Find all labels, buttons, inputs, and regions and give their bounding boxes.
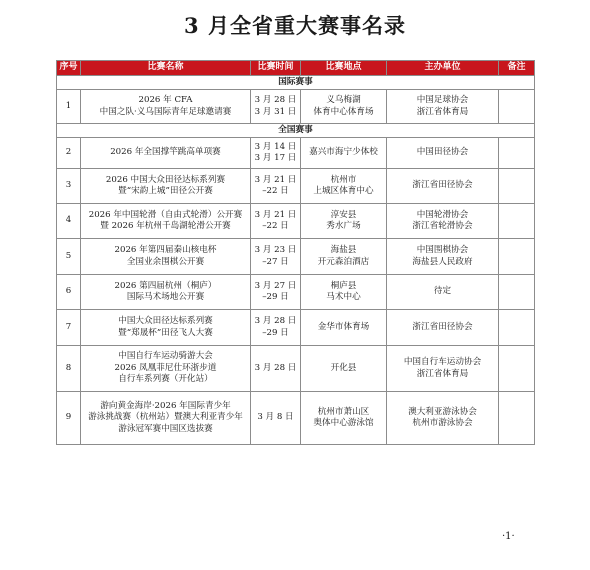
cell-host <box>387 204 499 239</box>
cell-no: 6 <box>57 275 81 310</box>
cell-name-line: 2026 年第四届秦山核电杯 <box>114 245 217 255</box>
cell-name-line: 中国大众田径达标系列赛 <box>118 316 213 326</box>
cell-host <box>387 138 499 169</box>
cell-name-line: 游泳冠军赛中国区选拔赛 <box>118 423 213 434</box>
cell-name-line: 2026 年全国撑竿跳高单项赛 <box>110 147 221 158</box>
cell-host-line: 澳大利亚游泳协会 <box>408 406 477 417</box>
cell-name <box>81 310 251 346</box>
cell-place-line: 金华市体育场 <box>317 321 370 332</box>
cell-host-line: 中国自行车运动协会 <box>403 357 482 367</box>
cell-place <box>301 392 387 445</box>
cell-place <box>301 204 387 239</box>
table-row <box>57 204 535 239</box>
cell-place-line: 体育中心体育场 <box>313 106 374 117</box>
cell-time-line: 3 月 21 日 <box>254 174 297 185</box>
cell-place-line: 海盐县 <box>330 245 357 255</box>
cell-host-line: 中国田径协会 <box>416 147 469 158</box>
cell-time-line: –22 日 <box>262 221 289 231</box>
cell-name <box>81 138 251 169</box>
cell-note <box>499 138 535 169</box>
cell-place-line: 马术中心 <box>326 292 361 302</box>
cell-host-line: 浙江省体育局 <box>416 368 469 379</box>
cell-name-line: 2026 年 CFA <box>138 95 193 105</box>
cell-time <box>251 346 301 392</box>
cell-place <box>301 275 387 310</box>
cell-name <box>81 392 251 445</box>
cell-host-line: 海盐县人民政府 <box>412 256 473 267</box>
cell-name <box>81 169 251 204</box>
cell-name <box>81 346 251 392</box>
cell-host <box>387 392 499 445</box>
cell-place <box>301 90 387 124</box>
cell-host <box>387 275 499 310</box>
table-row <box>57 169 535 204</box>
table-row <box>57 392 535 445</box>
cell-time-line: 3 月 27 日 <box>254 280 297 291</box>
cell-name-line: 中国之队·义乌国际青年足球邀请赛 <box>99 106 232 117</box>
cell-time <box>251 138 301 169</box>
table-row <box>57 346 535 392</box>
header-place: 比赛地点 <box>301 61 387 76</box>
table-row <box>57 90 535 124</box>
cell-place <box>301 346 387 392</box>
cell-place-line: 奥体中心游泳馆 <box>313 418 374 428</box>
cell-place-line: 上城区体育中心 <box>313 186 374 196</box>
cell-time-line: –29 日 <box>262 327 289 338</box>
table-row <box>57 138 535 169</box>
cell-no: 7 <box>57 310 81 346</box>
cell-name <box>81 239 251 275</box>
events-table <box>56 60 535 445</box>
cell-host-line: 中国轮滑协会 <box>416 209 469 220</box>
cell-host <box>387 310 499 346</box>
cell-host <box>387 239 499 275</box>
cell-note <box>499 346 535 392</box>
cell-name-line: 暨“宋韵上城”田径公开赛 <box>118 186 213 196</box>
cell-host-line: 浙江省体育局 <box>416 106 469 117</box>
cell-time-line: 3 月 28 日 <box>254 316 297 326</box>
cell-time-line: 3 月 28 日 <box>254 362 297 373</box>
header-host: 主办单位 <box>387 61 499 76</box>
cell-host-line: 浙江省田径协会 <box>412 180 473 191</box>
cell-place-line: 嘉兴市海宁少体校 <box>309 147 378 158</box>
cell-time-line: –22 日 <box>262 186 289 196</box>
cell-place-line: 秀水广场 <box>326 221 361 231</box>
cell-time-line: –29 日 <box>262 292 289 302</box>
page-number: ·1· <box>502 531 515 542</box>
cell-host-line: 浙江省田径协会 <box>412 321 473 332</box>
header-no: 序号 <box>57 61 81 76</box>
header-time: 比赛时间 <box>251 61 301 76</box>
cell-time <box>251 275 301 310</box>
cell-name-line: 游泳挑战赛（杭州站）暨澳大利亚青少年 <box>88 412 243 423</box>
cell-note <box>499 275 535 310</box>
cell-time-line: 3 月 28 日 <box>254 95 297 105</box>
table-row <box>57 275 535 310</box>
cell-name-line: 2026 第四届杭州（桐庐） <box>114 280 217 291</box>
cell-note <box>499 169 535 204</box>
cell-time <box>251 90 301 124</box>
cell-place-line: 杭州市 <box>330 174 357 185</box>
section-label: 全国赛事 <box>57 124 535 138</box>
cell-no: 3 <box>57 169 81 204</box>
cell-place <box>301 169 387 204</box>
cell-host-line: 杭州市游泳协会 <box>412 418 473 428</box>
page-title: 3 月全省重大赛事名录 <box>184 13 406 38</box>
cell-time <box>251 204 301 239</box>
cell-name-line: 暨“郑晟杯”田径飞人大赛 <box>118 327 213 338</box>
cell-note <box>499 204 535 239</box>
cell-time-line: 3 月 23 日 <box>254 245 297 255</box>
cell-place-line: 开元森泊酒店 <box>317 256 370 267</box>
cell-time <box>251 169 301 204</box>
cell-no: 2 <box>57 138 81 169</box>
cell-host-line: 中国围棋协会 <box>416 245 469 255</box>
cell-name-line: 自行车系列赛（开化站） <box>118 374 213 385</box>
cell-time-line: –27 日 <box>262 256 289 267</box>
cell-no: 9 <box>57 392 81 445</box>
cell-name-line: 游向黄金海岸·2026 年国际青少年 <box>100 400 231 411</box>
cell-host <box>387 169 499 204</box>
cell-place <box>301 138 387 169</box>
cell-time <box>251 392 301 445</box>
cell-name-line: 全国业余围棋公开赛 <box>126 256 205 267</box>
cell-place-line: 桐庐县 <box>330 280 357 291</box>
cell-no: 1 <box>57 90 81 124</box>
section-row <box>57 76 535 90</box>
cell-time <box>251 310 301 346</box>
table-row <box>57 310 535 346</box>
cell-name-line: 暨 2026 年杭州千岛湖轮滑公开赛 <box>100 221 231 231</box>
cell-note <box>499 239 535 275</box>
cell-time-line: 3 月 14 日 <box>254 141 297 152</box>
cell-time-line: 3 月 17 日 <box>254 153 297 163</box>
cell-name-line: 中国自行车运动骑游大会 <box>118 351 213 362</box>
cell-place-line: 淳安县 <box>330 209 357 220</box>
cell-host-line: 待定 <box>433 286 452 297</box>
cell-place <box>301 310 387 346</box>
cell-no: 5 <box>57 239 81 275</box>
cell-host <box>387 90 499 124</box>
cell-no: 4 <box>57 204 81 239</box>
cell-name-line: 国际马术场地公开赛 <box>126 292 205 302</box>
cell-place-line: 义乌梅湖 <box>326 95 361 105</box>
cell-name <box>81 204 251 239</box>
cell-place <box>301 239 387 275</box>
cell-time-line: 3 月 8 日 <box>257 412 294 423</box>
cell-note <box>499 392 535 445</box>
table-header-row <box>57 61 535 76</box>
section-row <box>57 124 535 138</box>
cell-name-line: 2026 中国大众田径达标系列赛 <box>105 174 226 185</box>
section-label: 国际赛事 <box>57 76 535 90</box>
cell-time <box>251 239 301 275</box>
header-note: 备注 <box>499 61 535 76</box>
cell-note <box>499 310 535 346</box>
cell-name-line: 2026 年中国轮滑（自由式轮滑）公开赛 <box>88 209 243 220</box>
cell-host-line: 浙江省轮滑协会 <box>412 221 473 231</box>
cell-note <box>499 90 535 124</box>
cell-no: 8 <box>57 346 81 392</box>
cell-place-line: 开化县 <box>330 362 357 373</box>
cell-place-line: 杭州市萧山区 <box>317 406 370 417</box>
cell-name-line: 2026 凤凰菲尼仕环浙步道 <box>114 362 217 373</box>
cell-name <box>81 90 251 124</box>
cell-host-line: 中国足球协会 <box>416 95 469 105</box>
cell-time-line: 3 月 21 日 <box>254 209 297 220</box>
cell-host <box>387 346 499 392</box>
table-row <box>57 239 535 275</box>
cell-name <box>81 275 251 310</box>
header-name: 比赛名称 <box>81 61 251 76</box>
cell-time-line: 3 月 31 日 <box>254 106 297 117</box>
